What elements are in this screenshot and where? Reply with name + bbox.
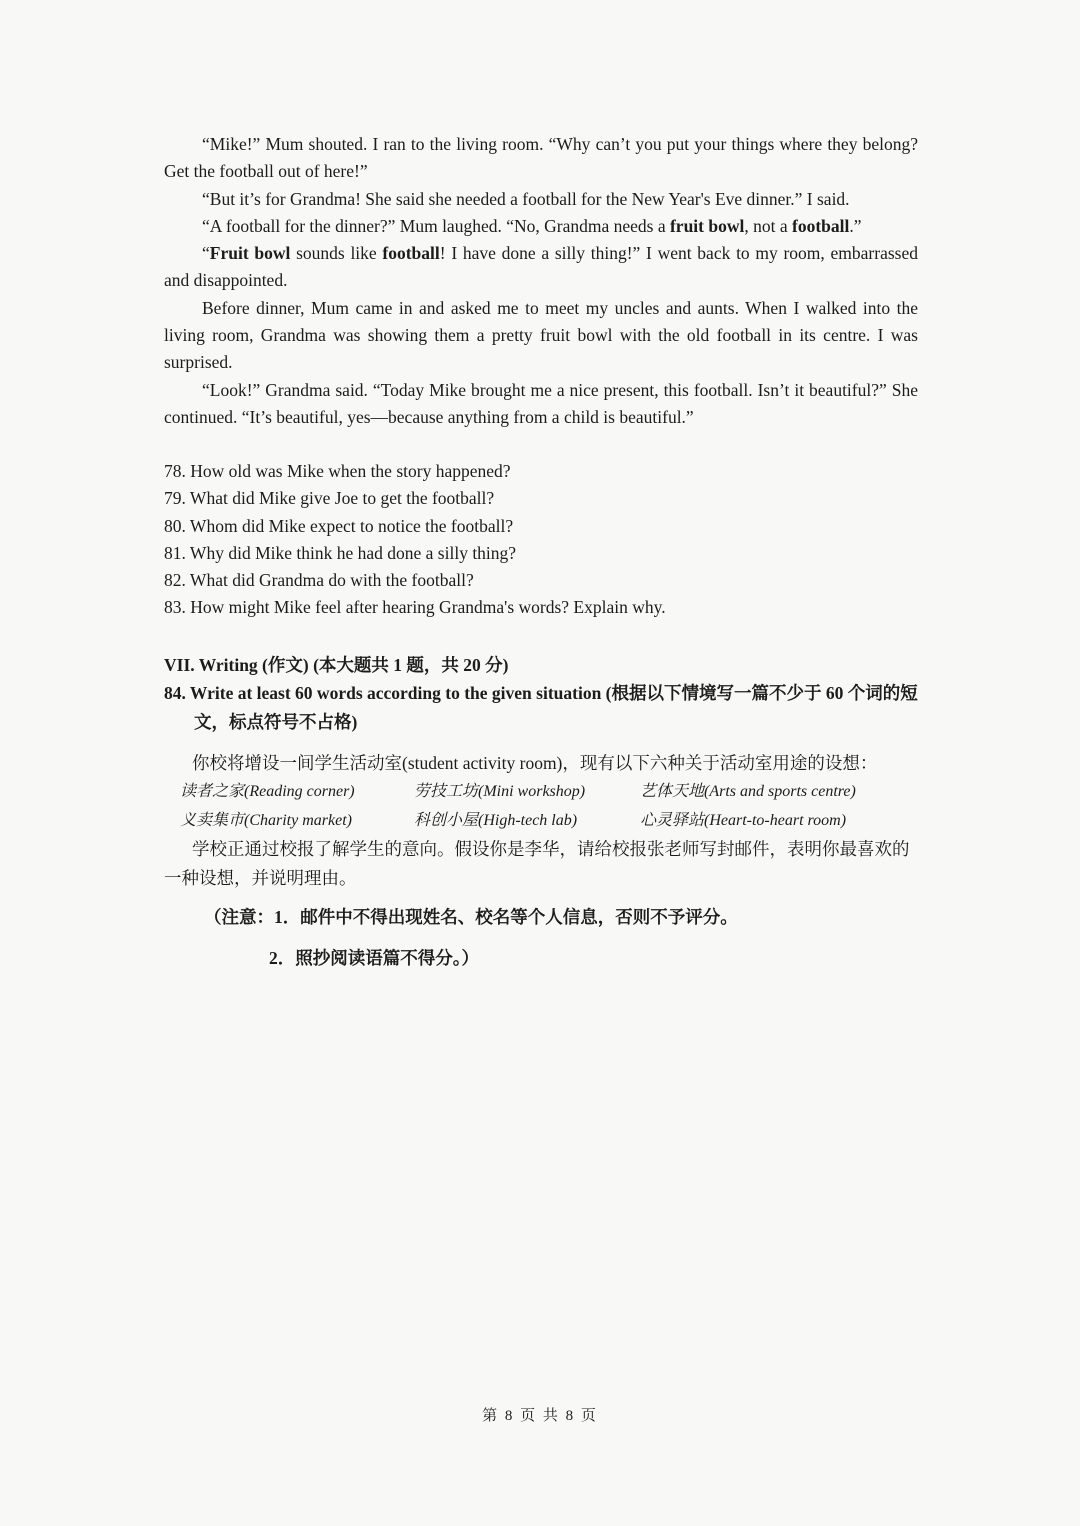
writing-note: （注意：1．邮件中不得出现姓名、校名等个人信息，否则不予评分。: [204, 907, 738, 928]
story-paragraph: [164, 240, 918, 295]
writing-note: 2．照抄阅读语篇不得分。）: [269, 948, 479, 969]
option-item: 读者之家(Reading corner): [180, 783, 355, 801]
option-item: 劳技工坊(Mini workshop): [414, 783, 586, 801]
question-item: 81. Why did Mike think he had done a silly thing?: [164, 542, 517, 563]
question-item: 79. What did Mike give Joe to get the football?: [164, 488, 495, 509]
text-run: “: [202, 243, 210, 264]
question-list: [164, 458, 918, 621]
text-run: sounds like: [290, 243, 383, 264]
option-item: 科创小屋(High-tech lab): [414, 812, 578, 830]
bold-term: Fruit bowl: [209, 243, 291, 264]
story-paragraph: “Mike!” Mum shouted. I ran to the living room. “Why can’t you put your things where they belong? Get the football out of here!”: [164, 134, 918, 182]
writing-task: 84. Write at least 60 words according to the given situation (根据以下情境写一篇不少于 60 个词的短文，标点符号不占格): [164, 683, 918, 733]
story-passage: [164, 131, 918, 431]
writing-situation: 你校将增设一间学生活动室(student activity room)，现有以下六种关于活动室用途的设想：: [192, 753, 878, 774]
writing-section-title: VII. Writing (作文) (本大题共 1 题，共 20 分): [164, 655, 509, 676]
writing-instructions: 学校正通过校报了解学生的意向。假设你是李华，请给校报张老师写封邮件，表明你最喜欢的一种设想，并说明理由。: [164, 839, 910, 889]
question-item: 80. Whom did Mike expect to notice the football?: [164, 515, 514, 536]
option-item: 艺体天地(Arts and sports centre): [640, 783, 856, 801]
story-paragraph: “But it’s for Grandma! She said she needed a football for the New Year's Eve dinner.” I said.: [202, 188, 850, 209]
story-paragraph: [164, 213, 918, 240]
question-item: 83. How might Mike feel after hearing Grandma's words? Explain why.: [164, 597, 666, 618]
activity-room-options: [164, 777, 918, 835]
page-content: [164, 131, 918, 975]
text-run: .”: [849, 215, 862, 236]
text-run: “A football for the dinner?” Mum laughed. “No, Grandma needs a: [202, 215, 670, 236]
story-paragraph: “Look!” Grandma said. “Today Mike brought me a nice present, this football. Isn’t it beautiful?” She continued. “It’s beautiful, yes—because anything from a child is beautiful.”: [164, 379, 918, 427]
text-run: , not a: [744, 215, 792, 236]
page-footer: 第 8 页 共 8 页: [482, 1408, 598, 1424]
bold-term: fruit bowl: [669, 215, 745, 236]
story-paragraph: Before dinner, Mum came in and asked me to meet my uncles and aunts. When I walked into the living room, Grandma was showing them a pretty fruit bowl with the old football in its centre. I was surprised.: [164, 297, 918, 373]
question-item: 78. How old was Mike when the story happened?: [164, 461, 511, 482]
text-run: ! I have done a silly thing!” I went back to my room, embarrassed and disappointed.: [164, 243, 918, 291]
question-item: 82. What did Grandma do with the football?: [164, 570, 474, 591]
option-item: 心灵驿站(Heart-to-heart room): [640, 812, 847, 830]
bold-term: football: [792, 215, 850, 236]
bold-term: football: [382, 243, 440, 264]
option-item: 义卖集市(Charity market): [180, 812, 352, 830]
